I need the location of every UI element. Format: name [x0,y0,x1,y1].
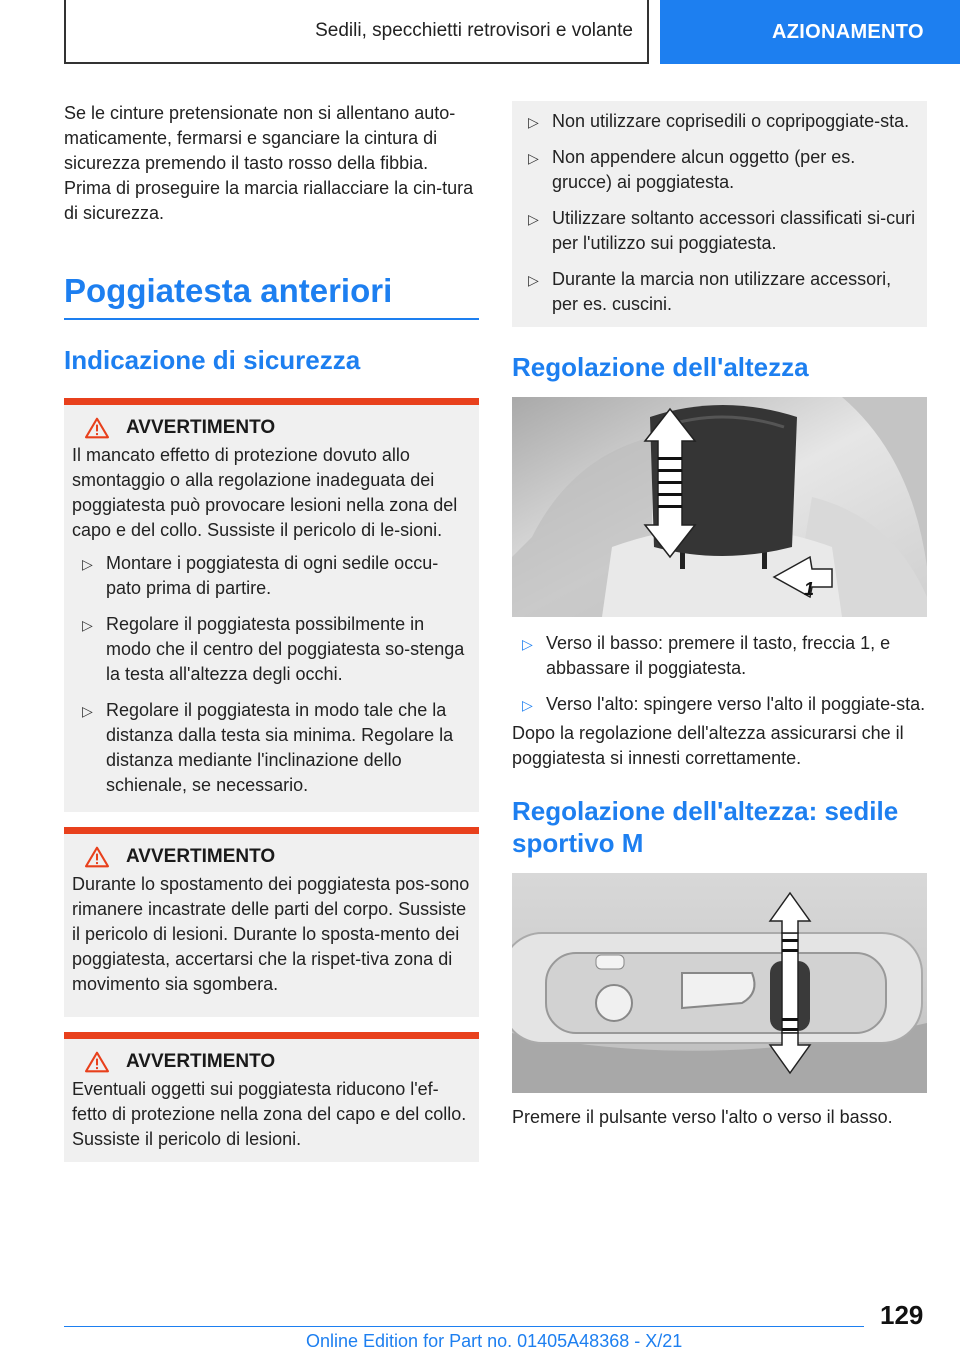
triangle-bullet-icon: ▷ [82,617,93,633]
header-chapter-tab [660,0,960,64]
page-title: Poggiatesta anteriori [64,272,393,309]
list-item [72,698,470,798]
warning-text: Durante lo spostamento dei poggiatesta pos-sono rimanere incastrate delle parti del corpo. Sussiste il pericolo di lesioni. Durante lo sposta-mento dei poggiatesta, accertarsi che la rispet-tiva zona di movimento sia sgombera. [72,874,470,994]
list-item-text: Non appendere alcun oggetto (per es. grucce) ai poggiatesta. [552,147,856,192]
seat-switch-drawing [512,873,927,1093]
list-item-text: Montare i poggiatesta di ogni sedile occu-pato prima di partire. [106,553,439,598]
section-title-sport-seat [512,795,927,859]
list-item [512,692,927,717]
headrest-drawing [512,397,927,617]
triangle-bullet-icon: ▷ [528,211,539,227]
list-item-text: Regolare il poggiatesta in modo tale che la distanza dalla testa sia minima. Regolare la distanza mediante l'inclinazione dello schienale, se necessario. [106,700,454,795]
list-item [518,145,917,195]
switch-caption: Premere il pulsante verso l'alto o verso il basso. [512,1107,893,1127]
warning-triangle-icon [82,846,112,868]
triangle-bullet-icon: ▷ [528,114,539,130]
list-item-text: Non utilizzare coprisedili o copripoggiate-sta. [552,111,910,131]
header-section-title [64,0,649,64]
section-title-text: Sedili, specchietti retrovisori e volante [315,20,633,41]
right-column [512,101,927,1130]
warning-label: AVVERTIMENTO [126,846,276,867]
list-item-text: Verso il basso: premere il tasto, freccia 1, e abbassare il poggiatesta. [546,633,891,678]
warning-text: Eventuali oggetti sui poggiatesta riducono l'ef-fetto di protezione nella zona del capo e del collo. Sussiste il pericolo di lesioni. [72,1079,467,1149]
list-item [72,612,470,687]
triangle-bullet-icon: ▷ [528,272,539,288]
warning-triangle-icon [82,1051,112,1073]
footer-rule [64,1326,864,1327]
section-title-line2: sportivo M [512,828,644,858]
list-item-text: Regolare il poggiatesta possibilmente in modo che il centro del poggiatesta so-stenga la testa all'altezza degli occhi. [106,614,465,684]
section-title-line1: Regolazione dell'altezza: sedile [512,796,899,826]
seat-switch-illustration [512,873,927,1093]
warning-box-2 [64,827,479,1017]
triangle-bullet-icon: ▷ [522,636,533,652]
list-item [512,631,927,681]
headrest-illustration [512,397,927,617]
safety-subtitle: Indicazione di sicurezza [64,345,361,375]
list-item [518,206,917,256]
triangle-bullet-icon: ▷ [82,703,93,719]
callout-number-1: 1 [804,579,815,599]
chapter-title-text: AZIONAMENTO [772,20,924,43]
warning-label: AVVERTIMENTO [126,1051,276,1072]
title-rule [64,318,479,320]
height-steps-list [512,631,927,717]
warning-box-3 [64,1032,479,1162]
footer-edition: Online Edition for Part no. 01405A48368 - X/21 [306,1331,683,1351]
warning-list [72,551,470,798]
warning-triangle-icon [82,417,112,439]
warning-list-continued [518,109,917,317]
warning-text: Il mancato effetto di protezione dovuto allo smontaggio o alla regolazione inadeguata dei poggiatesta può provocare lesioni nella zona del capo e del collo. Sussiste il pericolo di le-sioni. [72,445,458,540]
triangle-bullet-icon: ▷ [522,697,533,713]
list-item [518,267,917,317]
height-note: Dopo la regolazione dell'altezza assicurarsi che il poggiatesta si innesti correttamente. [512,723,904,768]
section-title-height: Regolazione dell'altezza [512,352,809,382]
page-number: 129 [880,1300,924,1330]
list-item [518,109,917,134]
list-item-text: Utilizzare soltanto accessori classificati si-curi per l'utilizzo sui poggiatesta. [552,208,916,253]
list-item-text: Verso l'alto: spingere verso l'alto il poggiate-sta. [546,694,926,714]
triangle-bullet-icon: ▷ [528,150,539,166]
list-item [72,551,470,601]
triangle-bullet-icon: ▷ [82,556,93,572]
warning-box-1 [64,398,479,812]
intro-paragraph: Se le cinture pretensionate non si allentano auto-maticamente, fermarsi e sganciare la cintura di sicurezza premendo il tasto rosso della fibbia. Prima di proseguire la marcia riallacciare la cin-tura di sicurezza. [64,103,474,223]
left-column [64,101,479,1162]
list-item-text: Durante la marcia non utilizzare accessori, per es. cuscini. [552,269,892,314]
continued-warning-list [512,101,927,327]
warning-label: AVVERTIMENTO [126,417,276,438]
